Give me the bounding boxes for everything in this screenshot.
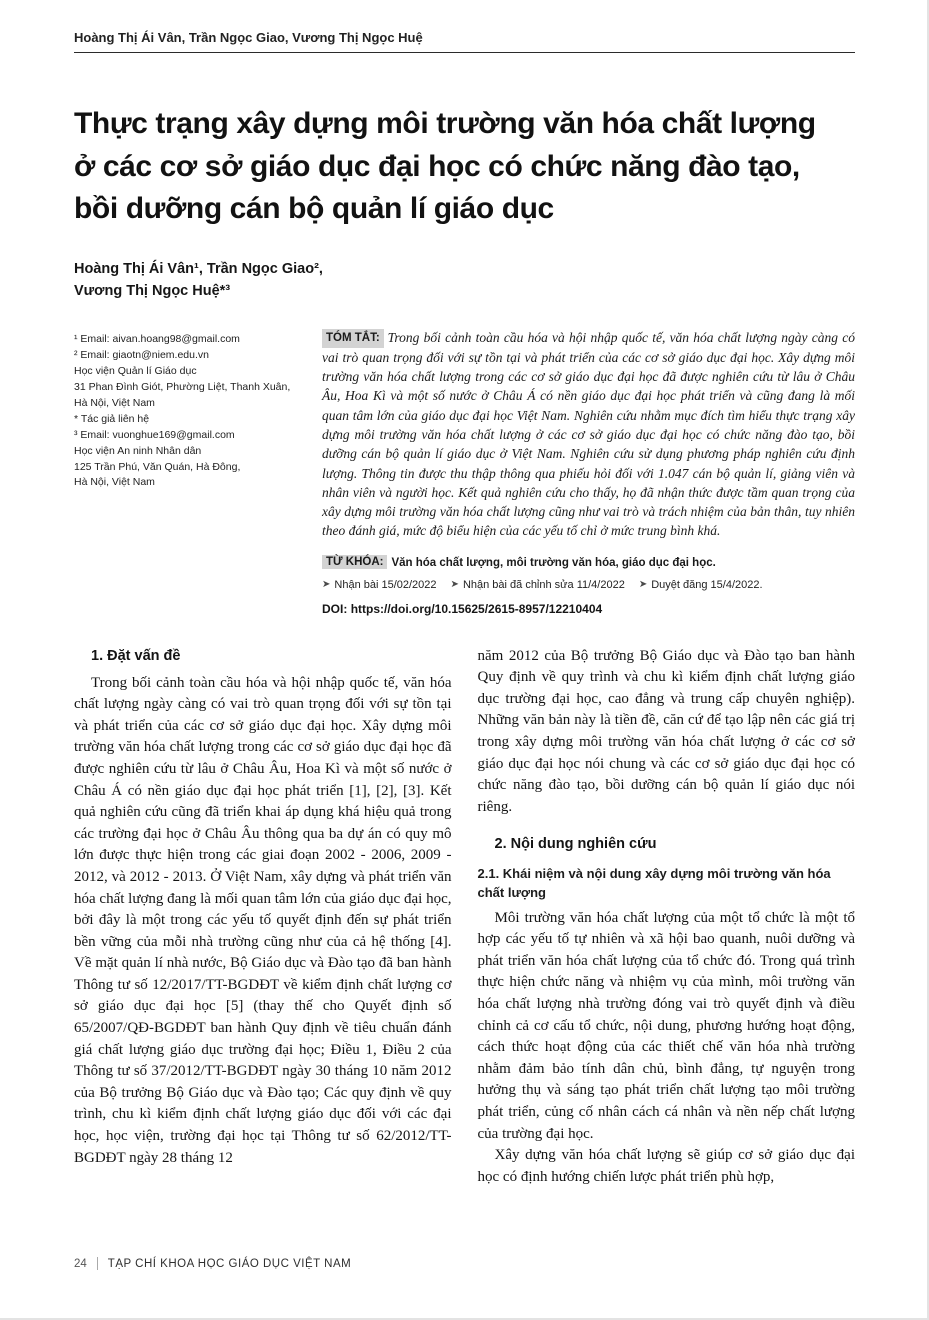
- running-head: Hoàng Thị Ái Vân, Trần Ngọc Giao, Vương Thị Ngọc Huệ: [74, 30, 423, 45]
- body-column-right: [478, 646, 856, 1189]
- article-body: [74, 646, 855, 1189]
- revised-date: [451, 579, 625, 591]
- affiliation-line: ³ Email: vuonghue169@gmail.com: [74, 428, 235, 441]
- abstract: [322, 328, 855, 540]
- footer-divider: [97, 1257, 98, 1270]
- affiliation-line: Hà Nội, Việt Nam: [74, 476, 155, 489]
- journal-name: TẠP CHÍ KHOA HỌC GIÁO DỤC VIỆT NAM: [107, 1257, 352, 1270]
- section-1-heading: 1. Đặt vấn đề: [91, 647, 181, 664]
- section-1-paragraph-continued: năm 2012 của Bộ trưởng Bộ Giáo dục và Đào tạo ban hành Quy định về quy trình và chu kì kiểm định chất lượng giáo dục trường đại học, cao đẳng và trung cấp chuyên nghiệp). Những văn bản này là tiền đề, căn cứ để tạo lập nên các giá trị trong xây dựng môi trường văn hóa chất lượng ở các cơ sở giáo dục đại học nói chung và các cơ sở giáo dục đại học có chức năng đào tạo, bồi dưỡng cán bộ quản lí giáo dục nói riêng.: [477, 647, 855, 815]
- article-dates: [322, 579, 855, 591]
- article-title-line: bồi dưỡng cán bộ quản lí giáo dục: [74, 192, 554, 226]
- page-number: 24: [74, 1257, 87, 1270]
- affiliation-line: 125 Trần Phú, Văn Quán, Hà Đông,: [74, 460, 241, 473]
- affiliation-line: Hà Nội, Việt Nam: [74, 396, 155, 409]
- article-authors: [74, 259, 855, 303]
- affiliation-line: * Tác giả liên hệ: [74, 412, 150, 425]
- accepted-date: [639, 579, 763, 591]
- section-1-paragraph: Trong bối cảnh toàn cầu hóa và hội nhập quốc tế, văn hóa chất lượng ngày càng có vai trò quan trọng đối với sự tồn tại và phát triển của các cơ sở giáo dục đại học. Xây dựng môi trường văn hóa chất lượng trong các cơ sở giáo dục đại học đã được nghiên cứu từ lâu ở Châu Âu, Hoa Kì và một số nước ở Châu Á có nền giáo dục đại học phát triển [1], [2], [3]. Kết quả nghiên cứu cũng đã triển khai áp dụng khá hiệu quả trong các trường đại học ở Châu Âu thông qua ba dự án có quy mô lớn được thực hiện trong các giai đoạn 2002 - 2006, 2009 - 2012, và 2012 - 2013. Ở Việt Nam, xây dựng và phát triển văn hóa chất lượng đang là mối quan tâm lớn của giáo dục đại học, bởi đây là một trong các yếu tố quyết định đến sự phát triển bền vững của mỗi nhà trường cũng như của cả hệ thống [4]. Về mặt quản lí nhà nước, Bộ Giáo dục và Đào tạo đã ban hành Thông tư số 12/2017/TT-BGDĐT về kiểm định chất lượng cơ sở giáo dục đại học [5] (thay thế cho Quyết định số 65/2007/QĐ-BGDĐT ban hành Quy định về tiêu chuẩn đánh giá chất lượng giáo dục trường đại học; Điều 1, Điều 2 của Thông tư số 37/2012/TT-BGDĐT ngày 30 tháng 10 năm 2012 của Bộ trưởng Bộ Giáo dục và Đào tạo; Các quy định về quy trình, chu kì kiểm định chất lượng giáo dục đối với các đại học, học viện, trường đại học tại Thông tư số 62/2012/TT-BGDĐT ngày 28 tháng 12: [74, 674, 452, 1166]
- affiliation-line: ² Email: giaotn@niem.edu.vn: [74, 349, 209, 362]
- doi-line: [322, 602, 855, 616]
- article-title: [74, 103, 855, 231]
- header-rule: [74, 52, 855, 53]
- abstract-label: TÓM TẮT:: [322, 329, 384, 347]
- doi-label: DOI:: [322, 601, 348, 616]
- keywords: [322, 555, 855, 569]
- affiliation-line: Học viện An ninh Nhân dân: [74, 444, 202, 457]
- byline-line: Hoàng Thị Ái Vân¹, Trần Ngọc Giao²,: [74, 260, 323, 277]
- section-2-1-paragraph: Môi trường văn hóa chất lượng của một tổ chức là một tổ hợp các yếu tố tự nhiên và xã hội bao quanh, nuôi dưỡng và phát triển văn hóa chất lượng của tổ chức đó. Trong quá trình thực hiện chức năng và nhiệm vụ của mình, môi trường văn hóa chất lượng nhà trường đóng vai trò quyết định và điều chỉnh cả cơ cấu tổ chức, nội dung, phương hướng hoạt động, cách thức hoạt động của các thiết chế văn hóa nhà trường nhằm đảm bảo tính dân chủ, bình đẳng, tự nguyện trong hưởng thụ và sáng tạo phát triển chất lượng tạo môi trường phát triển, củng cố nhân cách cá nhân và nền nếp chất lượng của trường đại học.: [477, 909, 855, 1142]
- received-date: [322, 579, 437, 591]
- affiliation-line: Học viện Quản lí Giáo dục: [74, 365, 197, 378]
- section-2-1-paragraph-2: Xây dựng văn hóa chất lượng sẽ giúp cơ sở giáo dục đại học có định hướng chiến lược phát triển phù hợp,: [477, 1147, 855, 1185]
- revised-date-text: Nhận bài đã chỉnh sửa 11/4/2022: [462, 578, 625, 591]
- byline-line: Vương Thị Ngọc Huệ*³: [74, 282, 231, 299]
- keywords-label: TỪ KHÓA:: [322, 555, 387, 569]
- keywords-text: Văn hóa chất lượng, môi trường văn hóa, giáo dục đại học.: [391, 556, 716, 569]
- received-date-text: Nhận bài 15/02/2022: [334, 578, 437, 591]
- arrow-icon: ➤: [450, 579, 459, 591]
- page-footer: [74, 1257, 351, 1270]
- abstract-text: Trong bối cảnh toàn cầu hóa và hội nhập quốc tế, văn hóa chất lượng ngày càng có vai trò quan trọng đối với sự tồn tại và phát triển của các cơ sở giáo dục đại học. Xây dựng môi trường văn hóa chất lượng trong các cơ sở giáo dục đại học đã được nghiên cứu từ lâu ở Châu Âu, Hoa Kì và một số nước ở Châu Á có nền giáo dục đại học phát triển và cũng đang là mối quan tâm lớn của giáo dục đại học Việt Nam. Nghiên cứu nhằm mục đích tìm hiểu thực trạng xây dựng môi trường văn hóa chất lượng ở các cơ sở giáo dục đại học có chức năng đào tạo, bồi dưỡng cán bộ quản lí giáo dục ở Việt Nam. Nghiên cứu sử dụng phương pháp nghiên cứu định lượng. Thông tin được thu thập thông qua phiếu hỏi đối với 1.047 cán bộ quản lí, giảng viên và nhân viên và người học. Kết quả nghiên cứu cho thấy, họ đã nhận thức được tầm quan trọng của xây dựng môi trường văn hóa chất lượng cũng như vai trò và trách nhiệm của bản thân, tuy nhiên theo đánh giá, mức độ biểu hiện của các yếu tố chỉ ở mức trung bình khá.: [322, 330, 855, 539]
- body-column-left: [74, 646, 452, 1189]
- affiliation-line: ¹ Email: aivan.hoang98@gmail.com: [74, 333, 240, 346]
- affiliation-block: [74, 328, 294, 615]
- section-2-heading: 2. Nội dung nghiên cứu: [494, 836, 657, 853]
- accepted-date-text: Duyệt đăng 15/4/2022.: [651, 578, 763, 591]
- arrow-icon: ➤: [638, 579, 648, 591]
- article-title-line: ở các cơ sở giáo dục đại học có chức năng đào tạo,: [74, 149, 800, 183]
- arrow-icon: ➤: [322, 579, 331, 591]
- article-title-line: Thực trạng xây dựng môi trường văn hóa chất lượng: [74, 107, 816, 140]
- section-2-1-heading: 2.1. Khái niệm và nội dung xây dựng môi trường văn hóa chất lượng: [477, 866, 831, 900]
- affiliation-line: 31 Phan Đình Giót, Phường Liệt, Thanh Xuân,: [74, 381, 291, 393]
- doi-url: https://doi.org/10.15625/2615-8957/12210404: [350, 601, 603, 616]
